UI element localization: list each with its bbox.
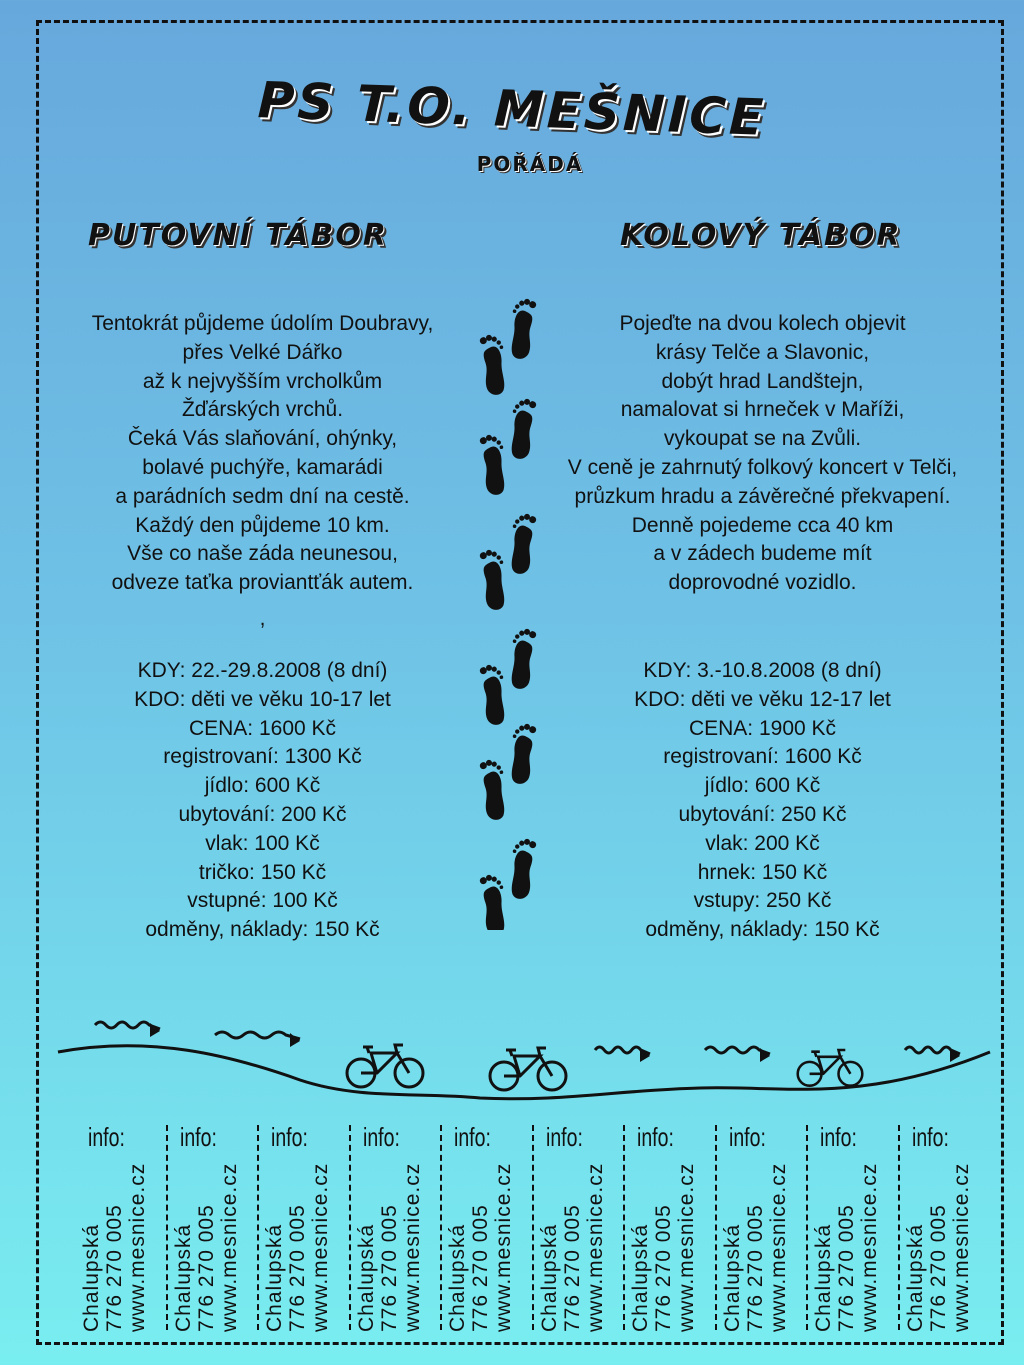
footprint bbox=[479, 663, 510, 726]
strip-web: www.mesnice.cz bbox=[858, 1162, 881, 1332]
detail-line: hrnek: 150 Kč bbox=[697, 860, 828, 884]
strip-name: Chalupská bbox=[171, 1223, 195, 1332]
detail-line: registrovaní: 1300 Kč bbox=[163, 745, 362, 769]
right-heading: KOLOVÝ TÁBOR bbox=[620, 218, 902, 253]
tear-line bbox=[898, 1125, 900, 1330]
right-description bbox=[540, 310, 985, 598]
strip-info-label: info: bbox=[637, 1122, 674, 1152]
description-line: průzkum hradu a závěrečné překvapení. bbox=[574, 484, 951, 508]
strip-info-label: info: bbox=[911, 1122, 949, 1152]
detail-line: ubytování: 200 Kč bbox=[178, 802, 347, 826]
tear-line bbox=[440, 1125, 442, 1330]
strip-web: www.mesnice.cz bbox=[309, 1162, 332, 1332]
description-line: dobýt hrad Landštejn, bbox=[661, 369, 864, 393]
tear-line bbox=[532, 1125, 534, 1330]
strip-contact bbox=[263, 1122, 332, 1332]
strip-name: Chalupská bbox=[903, 1223, 927, 1332]
description-line: V ceně je zahrnutý folkový koncert v Telči, bbox=[567, 455, 958, 479]
description-line: doprovodné vozidlo. bbox=[668, 571, 857, 595]
detail-line: vstupné: 100 Kč bbox=[187, 889, 338, 913]
left-heading: PUTOVNÍ TÁBOR bbox=[88, 218, 388, 253]
strip-phone: 776 270 005 bbox=[377, 1204, 401, 1332]
strip-name: Chalupská bbox=[446, 1223, 469, 1332]
strip-web: www.mesnice.cz bbox=[126, 1162, 149, 1332]
detail-line: vlak: 100 Kč bbox=[205, 831, 320, 855]
strip-phone: 776 270 005 bbox=[103, 1204, 126, 1332]
strip-info-label: info: bbox=[545, 1122, 583, 1152]
description-line: a v zádech budeme mít bbox=[653, 542, 872, 566]
strip-contact bbox=[904, 1122, 973, 1332]
tear-line bbox=[715, 1125, 717, 1330]
footprint bbox=[506, 627, 537, 690]
strip-web: www.mesnice.cz bbox=[217, 1162, 241, 1332]
strip-info-label: info: bbox=[179, 1122, 217, 1152]
detail-line: jídlo: 600 Kč bbox=[704, 774, 821, 798]
bicycle-icon bbox=[490, 1048, 566, 1090]
tear-line bbox=[806, 1125, 808, 1330]
footprint bbox=[479, 873, 510, 930]
strip-contact bbox=[812, 1122, 881, 1332]
detail-line: KDY: 3.-10.8.2008 (8 dní) bbox=[643, 659, 882, 682]
tear-off-strip bbox=[812, 1122, 898, 1332]
description-line: namalovat si hrneček v Maříži, bbox=[620, 398, 905, 422]
bicycle-icon bbox=[347, 1045, 423, 1087]
arrowhead bbox=[290, 1033, 300, 1047]
description-line: Pojeďte na dvou kolech objevit bbox=[619, 312, 906, 335]
description-line: Vše co naše záda neunesou, bbox=[127, 542, 398, 566]
detail-line: KDO: děti ve věku 10-17 let bbox=[134, 687, 391, 711]
strip-name: Chalupská bbox=[812, 1223, 835, 1332]
strip-web: www.mesnice.cz bbox=[583, 1162, 607, 1332]
strip-contact bbox=[629, 1122, 698, 1332]
strip-phone: 776 270 005 bbox=[652, 1204, 675, 1332]
detail-line: KDY: 22.-29.8.2008 (8 dní) bbox=[137, 659, 388, 682]
footprints-icon bbox=[460, 290, 570, 930]
strip-contact bbox=[172, 1122, 241, 1332]
tear-off-strip bbox=[446, 1122, 532, 1332]
footprint bbox=[479, 333, 510, 396]
bicycle-icon bbox=[798, 1050, 863, 1086]
detail-line: registrovaní: 1600 Kč bbox=[663, 745, 862, 769]
strip-phone: 776 270 005 bbox=[286, 1204, 309, 1332]
footprint bbox=[506, 722, 537, 785]
strip-name: Chalupská bbox=[537, 1223, 561, 1332]
tear-line bbox=[257, 1125, 259, 1330]
strip-contact bbox=[80, 1122, 149, 1332]
description-line: krásy Telče a Slavonic, bbox=[655, 340, 870, 364]
arrowhead bbox=[760, 1048, 770, 1062]
description-line: a parádních sedm dní na cestě. bbox=[115, 484, 410, 508]
strip-name: Chalupská bbox=[720, 1223, 744, 1332]
detail-line: CENA: 1900 Kč bbox=[688, 716, 837, 740]
description-line: Žďárských vrchů. bbox=[181, 398, 344, 422]
strip-web: www.mesnice.cz bbox=[400, 1162, 424, 1332]
stray-mark: , bbox=[259, 607, 266, 630]
strip-web: www.mesnice.cz bbox=[766, 1162, 790, 1332]
strip-info-label: info: bbox=[454, 1122, 491, 1152]
description-line: přes Velké Dářko bbox=[182, 340, 343, 364]
description-line: Tentokrát půjdeme údolím Doubravy, bbox=[91, 312, 434, 335]
strip-contact bbox=[721, 1122, 790, 1332]
strip-name: Chalupská bbox=[354, 1223, 378, 1332]
arrowhead bbox=[640, 1048, 650, 1062]
landscape-illustration bbox=[0, 1010, 1024, 1110]
page-subtitle: POŘÁDÁ bbox=[476, 152, 584, 176]
detail-line: vlak: 200 Kč bbox=[705, 831, 820, 855]
tear-line bbox=[623, 1125, 625, 1330]
strip-phone: 776 270 005 bbox=[194, 1204, 218, 1332]
detail-line: jídlo: 600 Kč bbox=[204, 774, 321, 798]
detail-line: tričko: 150 Kč bbox=[198, 860, 327, 884]
strip-contact bbox=[446, 1122, 515, 1332]
description-line: Čeká Vás slaňování, ohýnky, bbox=[127, 427, 398, 451]
tear-line bbox=[166, 1125, 168, 1330]
description-line: vykoupat se na Zvůli. bbox=[663, 427, 862, 451]
strip-info-label: info: bbox=[271, 1122, 308, 1152]
footprint bbox=[506, 297, 537, 360]
strip-web: www.mesnice.cz bbox=[949, 1162, 973, 1332]
strip-info-label: info: bbox=[362, 1122, 400, 1152]
detail-line: odměny, náklady: 150 Kč bbox=[645, 918, 880, 942]
strip-info-label: info: bbox=[88, 1122, 125, 1152]
tear-off-strip bbox=[263, 1122, 349, 1332]
tear-line bbox=[349, 1125, 351, 1330]
tear-off-strip bbox=[721, 1122, 807, 1332]
arrowhead bbox=[150, 1023, 160, 1037]
tear-off-strip bbox=[904, 1122, 990, 1332]
tear-off-strip bbox=[629, 1122, 715, 1332]
strip-contact bbox=[538, 1122, 607, 1332]
footprint bbox=[479, 433, 510, 496]
detail-line: vstupy: 250 Kč bbox=[693, 889, 832, 913]
strip-phone: 776 270 005 bbox=[926, 1204, 950, 1332]
strip-name: Chalupská bbox=[629, 1223, 652, 1332]
description-line: odveze taťka proviantťák autem. bbox=[111, 571, 414, 595]
description-line: Denně pojedeme cca 40 km bbox=[631, 513, 894, 537]
left-details bbox=[45, 657, 480, 945]
strip-phone: 776 270 005 bbox=[560, 1204, 584, 1332]
footprint bbox=[506, 512, 537, 575]
tear-off-strip bbox=[355, 1122, 441, 1332]
strip-phone: 776 270 005 bbox=[835, 1204, 858, 1332]
strip-name: Chalupská bbox=[263, 1223, 286, 1332]
footprint bbox=[506, 837, 537, 900]
strip-web: www.mesnice.cz bbox=[492, 1162, 515, 1332]
right-details bbox=[540, 657, 985, 945]
description-line: až k nejvyšším vrcholkům bbox=[142, 369, 383, 393]
tear-off-strip bbox=[80, 1122, 166, 1332]
squiggle-arrow-icon bbox=[215, 1032, 300, 1039]
tear-off-strip bbox=[172, 1122, 258, 1332]
description-line: bolavé puchýře, kamarádi bbox=[142, 455, 383, 479]
footprint bbox=[479, 548, 510, 611]
detail-line: KDO: děti ve věku 12-17 let bbox=[634, 687, 891, 711]
strip-phone: 776 270 005 bbox=[469, 1204, 492, 1332]
page-title: PS T.O. MEŠNICE bbox=[256, 71, 768, 147]
detail-line: odměny, náklady: 150 Kč bbox=[145, 918, 380, 942]
strip-contact bbox=[355, 1122, 424, 1332]
footprint bbox=[506, 397, 537, 460]
arrowhead bbox=[950, 1048, 960, 1062]
strip-phone: 776 270 005 bbox=[743, 1204, 767, 1332]
detail-line: ubytování: 250 Kč bbox=[678, 802, 847, 826]
strip-name: Chalupská bbox=[80, 1223, 103, 1332]
detail-line: CENA: 1600 Kč bbox=[188, 716, 337, 740]
strip-info-label: info: bbox=[728, 1122, 766, 1152]
footprint bbox=[479, 758, 510, 821]
strip-info-label: info: bbox=[820, 1122, 857, 1152]
strip-web: www.mesnice.cz bbox=[675, 1162, 698, 1332]
tear-off-strip bbox=[538, 1122, 624, 1332]
left-description bbox=[45, 310, 480, 598]
description-line: Každý den půjdeme 10 km. bbox=[135, 513, 390, 537]
